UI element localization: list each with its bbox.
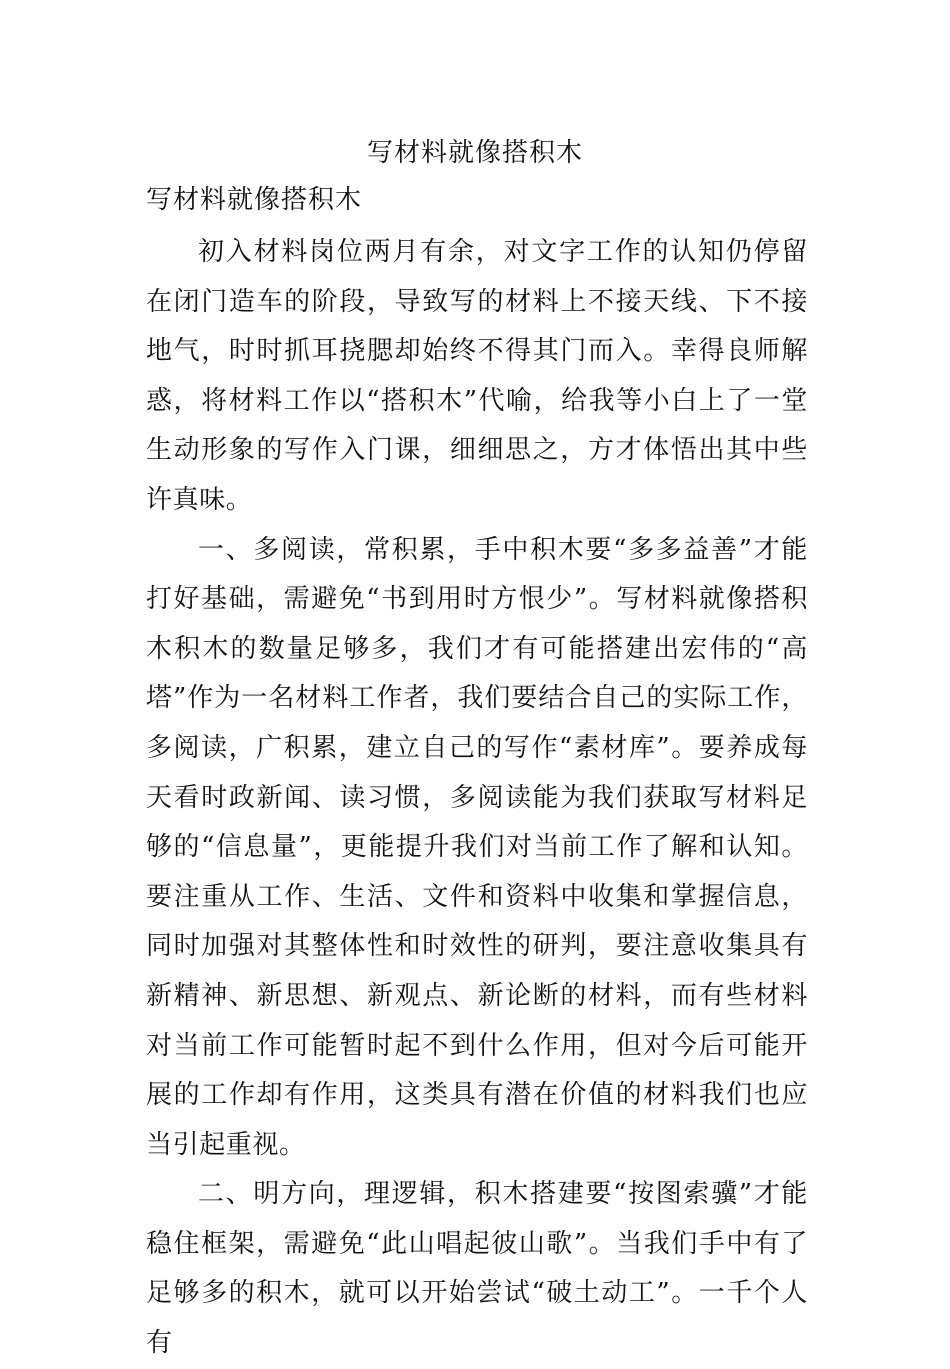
paragraph-intro: 初入材料岗位两月有余，对文字工作的认知仍停留在闭门造车的阶段，导致写的材料上不接天线、下不接地气，时时抓耳挠腮却始终不得其门而入。幸得良师解惑，将材料工作以“搭积木”代喻，给我等小白上了一堂生动形象的写作入门课，细细思之，方才体悟出其中些许真味。 (146, 237, 808, 515)
document-title: 写材料就像搭积木 (366, 138, 583, 168)
paragraph-section-one: 一、多阅读，常积累，手中积木要“多多益善”才能打好基础，需避免“书到用时方恨少”。写材料就像搭积木积木的数量足够多，我们才有可能搭建出宏伟的“高塔”作为一名材料工作者，我们要结合自己的实际工作，多阅读，广积累，建立自己的写作“素材库”。要养成每天看时政新闻、读习惯，多阅读能为我们获取写材料足够的“信息量”，更能提升我们对当前工作了解和认知。要注重从工作、生活、文件和资料中收集和掌握信息，同时加强对其整体性和时效性的研判，要注意收集具有新精神、新思想、新观点、新论断的材料，而有些材料对当前工作可能暂时起不到什么作用，但对今后可能开展的工作却有作用，这类具有潜在价值的材料我们也应当引起重视。 (146, 534, 808, 1160)
document-body (146, 228, 808, 1369)
document-subtitle: 写材料就像搭积木 (146, 185, 363, 215)
paragraph-section-two: 二、明方向，理逻辑，积木搭建要“按图索骥”才能稳住框架，需避免“此山唱起彼山歌”。当我们手中有了足够多的积木，就可以开始尝试“破土动工”。一千个人有 (146, 1179, 808, 1359)
